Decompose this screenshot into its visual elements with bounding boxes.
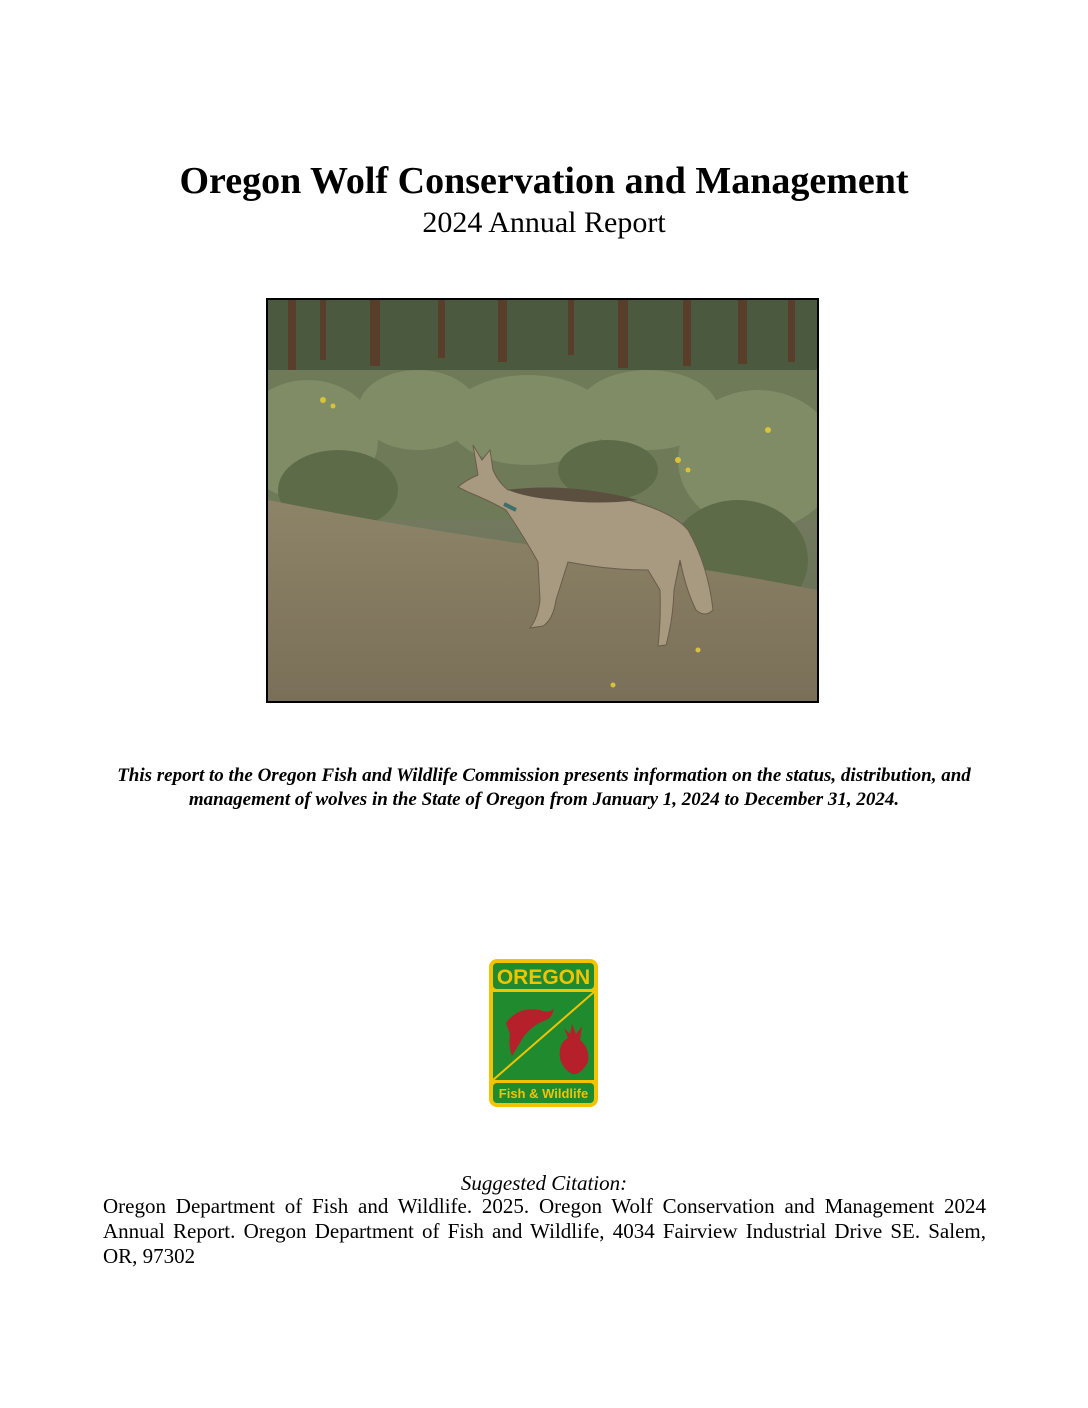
report-subtitle: 2024 Annual Report bbox=[422, 206, 666, 239]
logo-bottom-text: Fish & Wildlife bbox=[498, 1086, 589, 1101]
logo-top-text: OREGON bbox=[496, 966, 591, 989]
citation-line-1: Oregon Department of Fish and Wildlife. 2025. Oregon Wolf Conservation and Management 2024 bbox=[103, 1194, 986, 1218]
citation-heading: Suggested Citation: bbox=[460, 1171, 628, 1195]
citation-body bbox=[103, 1194, 986, 1269]
report-title: Oregon Wolf Conservation and Management bbox=[179, 160, 909, 202]
report-intro bbox=[100, 764, 988, 812]
citation-line-2: Annual Report. Oregon Department of Fish and Wildlife, 4034 Fairview Industrial Drive SE. Salem, bbox=[103, 1219, 986, 1243]
cover-photo-wolf bbox=[266, 298, 819, 703]
intro-line-1: This report to the Oregon Fish and Wildlife Commission presents information on the status, distribution, and bbox=[117, 765, 971, 786]
intro-line-2: management of wolves in the State of Oregon from January 1, 2024 to December 31, 2024. bbox=[188, 789, 900, 810]
citation-line-3: OR, 97302 bbox=[103, 1244, 196, 1268]
odfw-logo bbox=[488, 958, 599, 1108]
